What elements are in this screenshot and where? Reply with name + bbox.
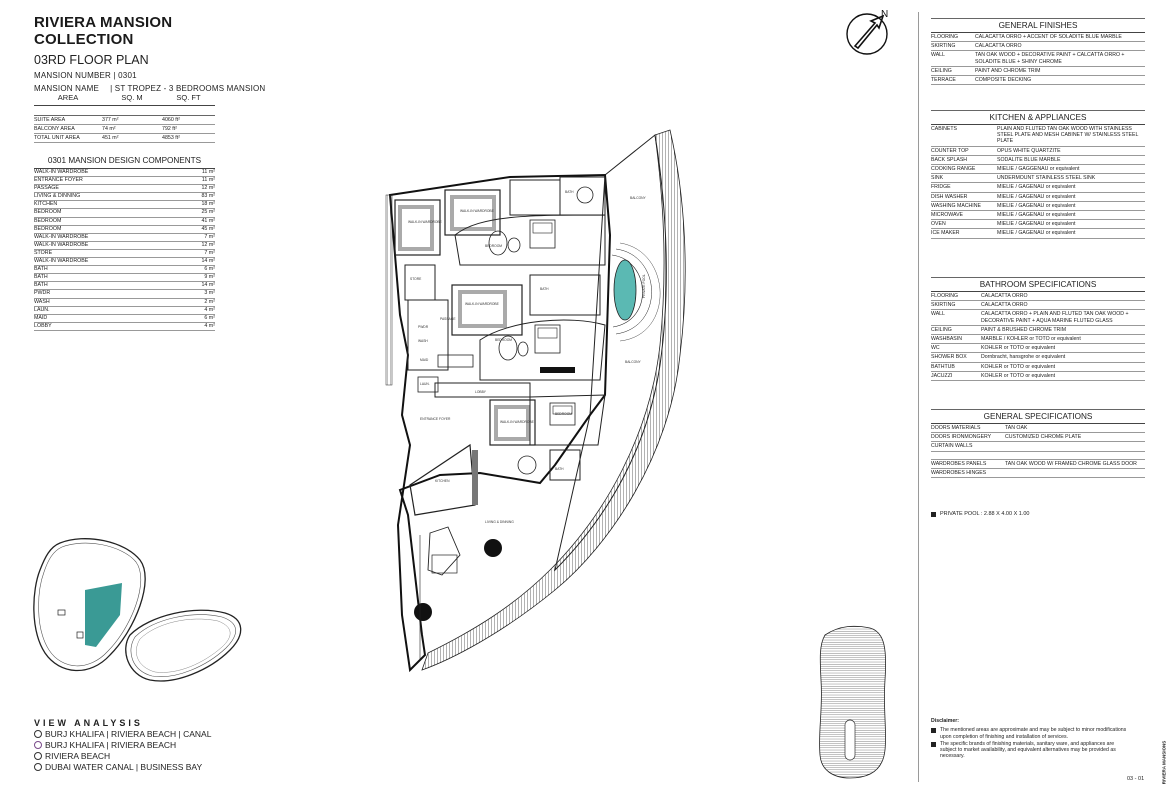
spec-value — [1005, 470, 1145, 476]
component-area: 25 m² — [201, 209, 215, 216]
spec-key: CEILING — [931, 326, 952, 333]
table-row — [34, 307, 215, 315]
area-sqm: 451 m² — [102, 134, 162, 143]
spec-key: DOORS IRONMONGERY — [931, 434, 992, 441]
unit-highlight — [85, 583, 122, 647]
table-row — [931, 67, 1145, 76]
table-row — [931, 202, 1145, 211]
table-row — [34, 185, 215, 193]
spec-value — [1005, 453, 1145, 458]
label-kitchen: KITCHEN — [435, 479, 450, 483]
spec-key: ICE MAKER — [931, 230, 960, 237]
table-row — [931, 344, 1145, 353]
spec-key: SKIRTING — [931, 43, 956, 50]
spec-key: WARDROBES PANELS — [931, 460, 987, 467]
component-name: LIVING & DINNING — [34, 193, 81, 200]
view-item-label: DUBAI WATER CANAL | BUSINESS BAY — [45, 762, 203, 772]
disclaimer-text: The specific brands of finishing materials, sanitary ware, and appliances are subject to market availability, and equivalent alternatives may be provided as necessary. — [940, 740, 1116, 760]
table-row — [931, 292, 1145, 301]
component-name: WALK-IN WARDROBE — [34, 169, 89, 175]
component-name: WALK-IN WARDROBE — [34, 233, 89, 240]
spec-value: MIELIE / GAGENAU or equivalent — [997, 184, 1076, 191]
floor-title: 03RD FLOOR PLAN — [34, 53, 149, 67]
component-name: PASSAGE — [34, 185, 59, 192]
spec-key: SINK — [931, 175, 944, 182]
area-table — [34, 93, 215, 143]
label-bath-2: BATH — [540, 287, 549, 291]
area-name: TOTAL UNIT AREA — [34, 134, 102, 143]
spec-value: MIELIE / GAGGENAU or equivalent — [997, 166, 1080, 173]
label-entrance: ENTRANCE FOYER — [420, 417, 451, 421]
title-block — [34, 14, 264, 93]
spec-key: FRIDGE — [931, 184, 951, 191]
label-bath-3: BATH — [555, 467, 564, 471]
spec-key: WALL — [931, 52, 945, 59]
area-sqft: 4060 ft² — [162, 116, 215, 125]
table-row — [931, 125, 1145, 147]
table-row — [931, 174, 1145, 183]
table-row — [931, 76, 1145, 85]
spec-value: KOHLER or TOTO or equivalent — [981, 372, 1056, 379]
spec-value: TAN OAK WOOD W/ FRAMED CHROME GLASS DOOR — [1005, 460, 1137, 467]
spec-key — [931, 453, 1005, 458]
area-table-spacer — [34, 106, 215, 116]
mansion-name-key: MANSION NAME — [34, 84, 100, 93]
spec-value: OPUS WHITE QUARTZITE — [997, 147, 1061, 154]
spec-value: MIELIE / GAGENAU or equivalent — [997, 193, 1076, 200]
component-area: 4 m² — [204, 306, 215, 313]
general-finishes-table — [931, 18, 1145, 85]
circle-icon — [34, 763, 42, 771]
disclaimer-title: Disclaimer: — [931, 718, 959, 724]
component-name: BATH — [34, 266, 48, 273]
spec-key: WASHING MACHINE — [931, 202, 981, 209]
table-row — [34, 290, 215, 298]
circle-icon — [34, 730, 42, 738]
floor-plan — [380, 115, 710, 675]
table-row — [34, 274, 215, 282]
mansion-name — [34, 84, 264, 93]
spec-value: TAN OAK — [1005, 425, 1028, 431]
table-row — [931, 363, 1145, 372]
private-pool — [614, 260, 636, 320]
table-row — [34, 169, 215, 177]
component-area: 11 m² — [201, 169, 215, 175]
spec-key: CABINETS — [931, 126, 957, 132]
view-item — [34, 729, 284, 739]
label-walkin-3: WALK-IN WARDROBE — [465, 302, 499, 306]
table-row — [931, 156, 1145, 165]
table-row — [931, 301, 1145, 310]
component-area: 11 m² — [201, 177, 215, 184]
component-area: 3 m² — [204, 290, 215, 297]
spec-key: JACUZZI — [931, 372, 953, 379]
component-area: 12 m² — [201, 241, 215, 248]
component-name: WALK-IN WARDROBE — [34, 241, 89, 248]
label-maid: MAID — [420, 358, 429, 362]
page-number: 03 - 01 — [1127, 776, 1145, 782]
circle-icon — [34, 741, 42, 749]
spec-value: Dornbracht, hansgrohe or equivalent — [981, 354, 1066, 361]
view-item — [34, 762, 284, 772]
component-area: 14 m² — [201, 282, 215, 289]
table-row — [931, 42, 1145, 51]
spec-value: PLAIN AND FLUTED TAN OAK WOOD WITH STAINLESS STEEL PLATE AND MESH CABINET W/ STAINLESS STEEL PLATE — [997, 126, 1139, 145]
table-row — [34, 250, 215, 258]
general-specs-title: GENERAL SPECIFICATIONS — [931, 409, 1145, 424]
table-row — [931, 452, 1145, 460]
label-store: STORE — [410, 277, 422, 281]
table-row — [931, 183, 1145, 192]
sqft-col-header: SQ. FT — [162, 93, 215, 106]
table-row — [34, 116, 215, 125]
disclaimer — [931, 718, 1131, 761]
table-row — [34, 125, 215, 134]
table-row — [34, 266, 215, 274]
spec-value: MIELIE / GAGENAU or equivalent — [997, 202, 1076, 209]
spec-value: MIELIE / GAGENAU or equivalent — [997, 221, 1076, 228]
north-label: N — [881, 9, 889, 20]
table-row — [931, 372, 1145, 381]
spec-value: TAN OAK WOOD + DECORATIVE PAINT + CALCATTA ORRO + SOLADITE BLUE + SHINY CHROME — [975, 52, 1125, 65]
spec-value — [1005, 443, 1145, 449]
label-walkin-1: WALK-IN WARDROBE — [408, 220, 442, 224]
arrow-icon — [855, 16, 883, 48]
spec-value: KOHLER or TOTO or equivalent — [981, 345, 1056, 352]
table-row — [931, 211, 1145, 220]
table-row — [931, 220, 1145, 229]
components-table — [34, 156, 215, 331]
area-name: BALCONY AREA — [34, 125, 102, 134]
table-row — [931, 469, 1145, 478]
spec-key: SKIRTING — [931, 302, 956, 309]
table-row — [931, 353, 1145, 362]
circle-icon — [34, 752, 42, 760]
kitchen-title: KITCHEN & APPLIANCES — [931, 110, 1145, 125]
pool-note-text: PRIVATE POOL : 2.88 X 4.00 X 1.00 — [940, 511, 1030, 517]
table-row — [34, 177, 215, 185]
view-item-label: BURJ KHALIFA | RIVIERA BEACH — [45, 740, 177, 750]
component-area: 7 m² — [204, 233, 215, 240]
component-name: LOBBY — [34, 322, 52, 329]
view-item-label: RIVIERA BEACH — [45, 751, 111, 761]
kitchen-table — [931, 110, 1145, 239]
component-name: WASH — [34, 298, 50, 305]
label-bedroom-2: BEDROOM — [495, 338, 513, 342]
spec-key: FLOORING — [931, 293, 959, 299]
pool-note — [931, 511, 1029, 517]
label-living: LIVING & DINNING — [485, 520, 514, 524]
spec-key: SHOWER BOX — [931, 354, 967, 361]
label-wash: WASH — [418, 339, 428, 343]
spec-key: WALL — [931, 311, 945, 318]
component-area: 45 m² — [201, 225, 215, 232]
square-bullet-icon — [931, 742, 936, 747]
table-row — [931, 433, 1145, 442]
spec-value: KOHLER or TOTO or equivalent — [981, 363, 1056, 370]
component-area: 83 m² — [201, 193, 215, 200]
table-row — [34, 226, 215, 234]
table-row — [931, 229, 1145, 238]
table-row — [931, 147, 1145, 156]
component-area: 9 m² — [204, 274, 215, 281]
table-row — [34, 134, 215, 143]
mansion-number: MANSION NUMBER | 0301 — [34, 71, 137, 80]
table-row — [34, 209, 215, 217]
spec-key: TERRACE — [931, 77, 956, 84]
view-analysis — [34, 718, 284, 772]
table-row — [931, 326, 1145, 335]
label-bath-1: BATH — [565, 190, 574, 194]
disclaimer-item — [931, 741, 1131, 760]
spec-key: DOORS MATERIALS — [931, 425, 981, 431]
table-row — [34, 201, 215, 209]
spec-key: BACK SPLASH — [931, 156, 968, 163]
spec-key: COUNTER TOP — [931, 147, 969, 154]
table-row — [34, 323, 215, 331]
component-area: 41 m² — [201, 217, 215, 224]
component-area: 14 m² — [201, 258, 215, 265]
spec-value: CALACATTA ORRO — [981, 293, 1028, 299]
side-tag-text: RIVIERA MANSIONS — [1161, 740, 1167, 785]
spec-key: CEILING — [931, 67, 952, 74]
table-row — [931, 424, 1145, 433]
label-balcony-2: BALCONY — [625, 360, 641, 364]
table-row — [931, 193, 1145, 202]
components-title: 0301 MANSION DESIGN COMPONENTS — [34, 156, 215, 169]
component-name: BATH — [34, 274, 48, 281]
building-elevation — [815, 620, 895, 780]
spec-key: WASHBASIN — [931, 336, 962, 343]
divider-line — [918, 12, 919, 782]
area-col-header: AREA — [34, 93, 102, 106]
square-bullet-icon — [931, 512, 936, 517]
component-name: PWDR — [34, 290, 51, 297]
table-row — [34, 242, 215, 250]
label-bedroom-1: BEDROOM — [485, 244, 503, 248]
table-row — [931, 165, 1145, 174]
spec-key: WARDROBES HINGES — [931, 469, 987, 476]
spec-key: OVEN — [931, 221, 946, 228]
view-item — [34, 751, 284, 761]
bathroom-table — [931, 277, 1145, 381]
disclaimer-item — [931, 727, 1131, 740]
area-table-header — [34, 93, 215, 106]
table-row — [931, 335, 1145, 344]
spec-value: MIELIE / GAGENAU or equivalent — [997, 230, 1076, 237]
north-arrow — [845, 6, 897, 58]
table-row — [931, 33, 1145, 42]
square-bullet-icon — [931, 728, 936, 733]
label-walkin-4: WALK-IN WARDROBE — [500, 420, 534, 424]
area-sqft: 792 ft² — [162, 125, 215, 134]
spec-value: CALACATTA ORRO + ACCENT OF SOLADITE BLUE MARBLE — [975, 34, 1122, 40]
spec-key: FLOORING — [931, 34, 959, 40]
component-name: WALK-IN WARDROBE — [34, 258, 89, 265]
component-name: ENTRANCE FOYER — [34, 177, 83, 184]
label-laun: LAUN. — [420, 382, 430, 386]
spec-key: BATHTUB — [931, 363, 955, 370]
general-finishes-title: GENERAL FINISHES — [931, 18, 1145, 33]
component-area: 4 m² — [204, 322, 215, 329]
spec-value: CALACATTA ORRO + PLAIN AND FLUTED TAN OAK WOOD + DECORATIVE PAINT + AQUA MARINE FLUTED GLASS — [981, 311, 1129, 324]
component-name: MAID — [34, 314, 48, 321]
label-pwdr: PWDR — [418, 325, 429, 329]
table-row — [34, 258, 215, 266]
label-pool: PRIVATE POOL — [642, 274, 646, 298]
table-row — [34, 282, 215, 290]
table-row — [931, 460, 1145, 469]
component-area: 6 m² — [204, 266, 215, 273]
area-sqm: 74 m² — [102, 125, 162, 134]
mansion-name-value: | ST TROPEZ - 3 BEDROOMS MANSION — [110, 84, 266, 93]
spec-value: SODALITE BLUE MARBLE — [997, 156, 1061, 163]
table-row — [34, 193, 215, 201]
table-row — [931, 442, 1145, 451]
component-area: 18 m² — [201, 201, 215, 208]
general-specs-table — [931, 409, 1145, 478]
spec-value: COMPOSITE DECKING — [975, 77, 1032, 84]
label-bedroom-3: BEDROOM — [555, 412, 573, 416]
spec-key: WC — [931, 345, 940, 352]
component-area: 2 m² — [204, 298, 215, 305]
component-area: 6 m² — [204, 314, 215, 321]
bathroom-title: BATHROOM SPECIFICATIONS — [931, 277, 1145, 292]
component-area: 12 m² — [201, 185, 215, 192]
area-name: SUITE AREA — [34, 116, 102, 125]
sqm-col-header: SQ. M — [102, 93, 162, 106]
component-name: BEDROOM — [34, 217, 62, 224]
page-title: RIVIERA MANSION COLLECTION — [34, 14, 173, 48]
spec-key: CURTAIN WALLS — [931, 443, 973, 450]
key-plan-map — [30, 535, 260, 695]
spec-value: CUSTOMIZED CHROME PLATE — [1005, 434, 1082, 441]
spec-value: PAINT AND CHROME TRIM — [975, 67, 1041, 74]
label-passage: PASSAGE — [440, 317, 456, 321]
area-sqm: 377 m² — [102, 116, 162, 125]
spec-key: DISH WASHER — [931, 193, 968, 200]
spec-value: MIELIE / GAGENAU or equivalent — [997, 212, 1076, 219]
component-name: KITCHEN — [34, 201, 58, 208]
component-area: 7 m² — [204, 249, 215, 256]
view-analysis-title: VIEW ANALYSIS — [34, 718, 143, 728]
spec-key: MICROWAVE — [931, 212, 963, 219]
component-name: LAUN. — [34, 306, 50, 313]
spec-value: CALACATTA ORRO — [981, 302, 1028, 309]
component-name: BEDROOM — [34, 209, 62, 216]
disclaimer-text: The mentioned areas are approximate and may be subject to minor modifications upon completion of finishing and installation of services. — [940, 727, 1127, 740]
side-tag — [1154, 740, 1167, 785]
label-walkin-2: WALK-IN WARDROBE — [460, 209, 494, 213]
view-item-label: BURJ KHALIFA | RIVIERA BEACH | CANAL — [45, 729, 212, 739]
spec-value: MARBLE / KOHLER or TOTO or equivalent — [981, 336, 1081, 343]
component-name: BEDROOM — [34, 225, 62, 232]
table-row — [34, 218, 215, 226]
table-row — [931, 310, 1145, 325]
table-row — [34, 299, 215, 307]
area-sqft: 4853 ft² — [162, 134, 215, 143]
spec-key: COOKING RANGE — [931, 166, 976, 173]
spec-value: UNDERMOUNT STAINLESS STEEL SINK — [997, 175, 1096, 182]
table-row — [34, 234, 215, 242]
spec-value: CALACATTA ORRO — [975, 43, 1022, 50]
label-balcony-1: BALCONY — [630, 196, 646, 200]
component-name: BATH — [34, 282, 48, 289]
table-row — [34, 315, 215, 323]
label-lobby: LOBBY — [475, 390, 486, 394]
component-name: STORE — [34, 249, 53, 256]
view-item — [34, 740, 284, 750]
spec-value: PAINT & BRUSHED CHROME TRIM — [981, 326, 1067, 333]
table-row — [931, 51, 1145, 66]
